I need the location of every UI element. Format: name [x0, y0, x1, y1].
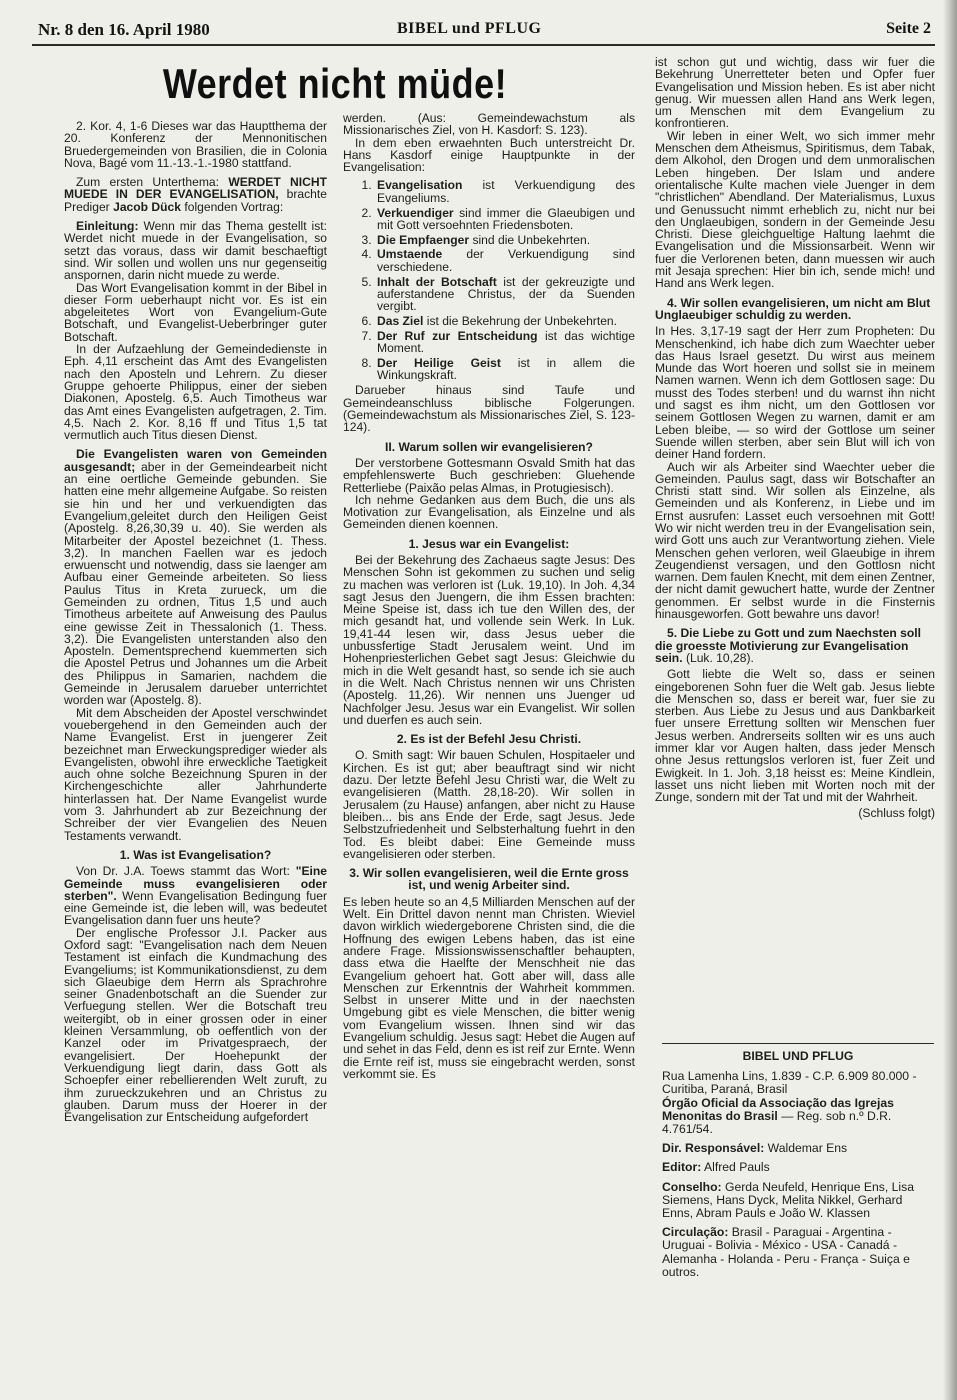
paragraph: Bei der Bekehrung des Zachaeus sagte Jesus: Des Menschen Sohn ist gekommen zu suchen und selig zu machen was verloren ist (Luk. 19,10). In Joh. 4,34 sagt Jesus den Juengern, die ihm Essen brachten: Meine Speise ist, dass ich tue den Willen des, der mich gesandt hat, und vollende sein Werk. In Luk. 19,41-44 lesen wir, dass Jesus ueber die unbussfertige Stadt Jerusalem weint. Und im Hohenpriesterlichen Gebet sagt Jesus: Gleichwie du mich in die Welt gesandt hast, so sende ich sie auch in die Welt. Nach Christus nennen wir uns Christen (Apostelg. 11,26). Wir nennen uns Juenger ud Nachfolger Jesu. Jesus war ein Evangelist. Wir sollen und duerfen es auch sein. — [343, 553, 635, 727]
paragraph: Auch wir als Arbeiter sind Waechter ueber die Gemeinden. Paulus sagt, dass wir Botschafter an Christi statt sind. Wir sollen als Einzelne, als Gemeinden und als Konferenz, in Liebe und im Ernst ausrufen: Lasset euch versoehnen mit Gott! Wo wir nicht werden treu in der Evangelisation sein, wird Gott uns auch zur Verantwortung ziehen. Viele Menschen gehen verloren, weil Glaeubige in ihrem Zeugendienst versagen, und den Gottlosn nicht warnen. Dem faulen Knecht, mit dem einen Zentner, der nicht damit gewuchert hatte, wurde der Zentner genommen. Er selbst wurde in die Finsternis hinausgeworfen. Gott bewahre uns davor! — [655, 459, 935, 622]
paragraph: Der verstorbene Gottesmann Osvald Smith hat das empfehlenswerte Buch geschrieben: Gluehende Retterliebe (Paixão pelas Almas, in Protugiesisch). — [343, 455, 635, 495]
list-item: 7. Der Ruf zur Entscheidung ist das wichtige Moment. — [375, 330, 635, 355]
masthead-director: Dir. Responsável: Waldemar Ens — [662, 1141, 848, 1156]
section-heading: 5. Die Liebe zu Gott und zum Naechsten soll die groesste Motivierung zur Evangelisation sein. (Luk. 10,28). — [655, 626, 922, 665]
article-column-2 — [343, 112, 635, 1080]
key-points-list — [343, 179, 635, 381]
paragraph: In dem eben erwaehnten Buch unterstreicht Dr. Hans Kasdorf einige Hauptpunkte in der Evangelisation: — [343, 135, 635, 175]
paragraph: In Hes. 3,17-19 sagt der Herr zum Propheten: Du Menschenkind, ich habe dich zum Waechter ueber das Haus Israel gesetzt. Du wirst aus meinem Munde das Wort hoeren und sollst sie in meinem Namen warnen. Wenn ich dem Gottlosen sage: Du musst des Todes sterben! und du warnst ihn nicht und sagst es ihm nicht, um den Gottlosen vor seinem Gottlosen Wegen zu warnen, damit er am Leben bleibe, — so wird der Gottlose um seiner Suende willen sterben, aber sein Blut will ich von deiner Hand fordern. — [655, 324, 935, 462]
paragraph: Einleitung: Wenn mir das Thema gestellt ist: Werdet nicht muede in der Evangelisation, so setzt das voraus, dass wir damit beschaeftigt sind. Wir sollen und wollen uns nur gegenseitig anspornen, darin nicht muede zu werde. — [64, 219, 327, 283]
continuation-note: (Schluss folgt) — [858, 805, 935, 820]
paragraph: Von Dr. J.A. Toews stammt das Wort: "Eine Gemeinde muss evangelisieren oder sterben". Wenn Evangelisation Bedingung fuer eine Gemeinde ist, die leben will, was bedeutet Evangelisation dann fuer uns heute? — [64, 864, 327, 928]
paragraph: Der englische Professor J.I. Packer aus Oxford sagt: "Evangelisation nach dem Neuen Testament ist einfach die Kundmachung des Evangeliums; ist Kommunikationsdienst, zu dem sich Glaeubige dem Herrn als Sprachrohre seiner Gnadenbotschaft an die Suender zur Verfuegung stellen. Wer die Botschaft treu weitergibt, ob in einer grossen oder in einer kleinen Versammlung, ob oeffentlich von der Kanzel oder im Privatgespraech, der evangelisiert. Der Hoehepunkt der Verkuendigung liegt darin, dass Gott als Schoepfer einer rebellierenden Welt zuruft, zu ihm zurueckzukehren und an Christus zu glauben. Darum muss der Hoerer in der Evangelisation zur Entscheidung aufgefordert — [64, 925, 327, 1125]
list-item: 4. Umstaende der Verkuendigung sind verschiedene. — [375, 248, 635, 273]
section-heading: 3. Wir sollen evangelisieren, weil die Ernte gross ist, und wenig Arbeiter sind. — [349, 866, 629, 893]
masthead-editor: Editor: Alfred Pauls — [662, 1160, 770, 1175]
list-item: 5. Inhalt der Botschaft ist der gekreuzigte und auferstandene Christus, der da Suenden vergibt. — [375, 276, 635, 313]
paragraph: Das Wort Evangelisation kommt in der Bibel in dieser Form ueberhaupt nicht vor. Es ist ein abgeleitetes Wort von Evangelium-Gute Botschaft, und Evangelist-Ueberbringer guter Botschaft. — [64, 280, 327, 344]
list-item: 3. Die Empfaenger sind die Unbekehrten. — [375, 234, 635, 246]
section-heading: 1. Was ist Evangelisation? — [119, 847, 272, 862]
article-headline: Werdet nicht müde! — [162, 60, 508, 108]
header-rule — [32, 44, 935, 46]
masthead-circulation: Circulação: Brasil - Paraguai - Argentina - Uruguai - Bolivia - México - USA - Canadá - Alemanha - Holanda - Peru - França - Suiça e outros. — [662, 1225, 910, 1279]
paragraph: O. Smith sagt: Wir bauen Schulen, Hospitaeler und Kirchen. Es ist gut; aber beauftragt sind wir nicht dazu. Der letzte Befehl Jesu Christi war, die Welt zu evangelisieren (Matth. 28,18-20). Wir sollen in Jerusalem (zu Hause) anfangen, aber nicht zu Hause bleiben... bis ans Ende der Erde, sagt Jesus. Jede Selbstzufriedenheit und Selbsterhaltung fuehrt in den Tod. Es bleibt dabei: Eine Gemeinde muss evangelisieren oder sterben. — [343, 748, 635, 861]
section-heading: II. Warum sollen wir evangelisieren? — [385, 439, 593, 454]
section-heading: 1. Jesus war ein Evangelist: — [408, 536, 570, 551]
list-item: 8. Der Heilige Geist ist in allem die Winkungskraft. — [375, 357, 635, 382]
paragraph: Wir leben in einer Welt, wo sich immer mehr Menschen dem Atheismus, Spiritismus, dem Tabak, dem Alkohol, den Drogen und dem unmoralischen Leben hingeben. Der Islam und andere orientalische Kulte machen viele Juenger in dem "christlichen" Abendland. Der Materialismus, Luxus und Genussucht nimmt erheblich zu, nicht nur bei den Unglaeubigen, sondern in der Gemeinde Jesu Christi. Diese gleichgueltige Haltung laehmt die Evangelisation und die Missionsarbeit. Wenn wir fuer die Verlorenen beten, dann muessen wir auch mit Jesaja sprechen: Hier bin ich, sende mich! und Hand ans Werk legen. — [655, 128, 935, 291]
masthead-title: BIBEL UND PFLUG — [742, 1049, 854, 1063]
paragraph: Zum ersten Unterthema: WERDET NICHT MUEDE IN DER EVANGELISATION, brachte Prediger Jacob Dück folgenden Vortrag: — [64, 175, 327, 214]
paragraph: Darueber hinaus sind Taufe und Gemeindeanschluss biblische Folgerungen. (Gemeindewachstum als Missionarisches Ziel, S. 123-124). — [343, 383, 635, 435]
paragraph: werden. (Aus: Gemeindewachstum als Missionarisches Ziel, von H. Kasdorf: S. 123). — [343, 111, 635, 138]
page-header — [0, 0, 957, 48]
list-item: 6. Das Ziel ist die Bekehrung der Unbekehrten. — [375, 315, 635, 327]
article-column-3 — [655, 56, 935, 819]
masthead-council: Conselho: Gerda Neufeld, Henrique Ens, Lisa Siemens, Hans Dyck, Melita Nikkel, Gerhard Enns, Abram Pauls e João W. Klassen — [662, 1179, 914, 1221]
masthead-box — [662, 1043, 934, 1335]
paragraph: Die Evangelisten waren von Gemeinden ausgesandt; aber in der Gemeindearbeit nicht an eine oertliche Gemeinde gebunden. Sie hatten eine mehr allgemeine Aufgabe. So reisten sie hin und her und verkuendigten das Evangelium,geleitet durch den Heiligen Geist (Apostelg. 8,26,30,39 u. 40). Sie werden als Mitarbeiter der Apostel bezeichnet (1. Thess. 3,2). In manchen Faellen war es jedoch erwuenscht und notwendig, dass sie laenger am Aufbau einer Gemeinde arbeiteten. So liess Paulus Titus in Kreta zurueck, um die Gemeinden zu ordnen, Titus 1,5 und auch Timotheus arbeitete auf Anweisung des Paulus eine gewisse Zeit in Thessalonich (1. Thess. 3,2). Die Evangelisten unterstanden also den Aposteln. Dementsprechend kuemmerten sich die Apostel Petrus und Johannes um die Arbeit des Philippus in Samarien, nachdem die Gemeinde in Jerusalem darueber unterrichtet worden war (Apostelg. 8). — [64, 447, 327, 708]
box-rule — [662, 1043, 934, 1044]
paragraph: Gott liebte die Welt so, dass er seinen eingeborenen Sohn fuer die Welt gab. Jesus liebte die Menschen so, dass er bereit war, fuer sie zu sterben. Aus Liebe zu Jesus und aus Dankbarkeit fuer unsere Errettung sollten wir Menschen fuer Jesus werben. Andrerseits sollten wir es uns auch immer klar vor Augen halten, dass jeder Mensch ohne Jesus rettungslos verloren ist, fuer Zeit und Ewigkeit. In 1. Joh. 3,18 heisst es: Meine Kindlein, lasset uns nicht lieben mit Worten noch mit der Zunge, sondern mit der Tat und mit der Wahrheit. — [655, 667, 935, 805]
article-column-1 — [64, 120, 327, 1123]
paragraph: ist schon gut und wichtig, dass wir fuer die Bekehrung Unerretteter beten und Opfer fuer Evangelisation und Mission heben. Es ist aber nicht genug. Wir muessen allen Hand ans Werk legen, um Menschen mit dem Evangelium zu konfrontieren. — [655, 55, 935, 131]
publication-name: BIBEL und PFLUG — [397, 20, 542, 37]
paragraph: 2. Kor. 4, 1-6 Dieses war das Hauptthema der 20. Konferenz der Mennonitischen Bruedergemeinden von Brasilien, die in Colonia Nova, Bagé vom 11.-13.-1.-1980 stattfand. — [64, 119, 327, 170]
page-number: Seite 2 — [886, 20, 931, 37]
paragraph: Mit dem Abscheiden der Apostel verschwindet vouebergehend in den Gemeinden auch der Name Evangelist. Erst in juengerer Zeit bezeichnet man Erweckungsprediger wieder als Evangelisten, obwohl ihre erweckliche Taetigkeit auch ohne solche Bezeichnung Spuren in der Kirchengeschichte aller Jahrhunderte hinterlassen hat. Der Name Evangelist wurde vom 3. Jahrhundert ab zur Bezeichnung der Schreiber der vier Evangelien des Neuen Testaments verwandt. — [64, 705, 327, 843]
scan-shadow-edge — [943, 0, 957, 1400]
paragraph: Ich nehme Gedanken aus dem Buch, die uns als Motivation zur Evangelisation, als Einzelne und als Gemeinden dienen koennen. — [343, 492, 635, 532]
list-item: 2. Verkuendiger sind immer die Glaeubigen und mit Gott versoehnten Friedensboten. — [375, 207, 635, 232]
list-item: 1. Evangelisation ist Verkuendigung des Evangeliums. — [375, 179, 635, 204]
masthead-address: Rua Lamenha Lins, 1.839 - C.P. 6.909 80.000 - Curitiba, Paraná, Brasil Órgão Oficial da Associação das Igrejas Menonitas do Brasil — Reg. sob n.º D.R. 4.761/54. — [662, 1069, 917, 1137]
issue-date: Nr. 8 den 16. April 1980 — [38, 20, 210, 39]
paragraph: Es leben heute so an 4,5 Milliarden Menschen auf der Welt. Ein Drittel davon nennt man Christen. Wieviel davon wirklich wiedergeborene Christen sind, die die Hoffnung des ewigen Lebens haben, das ist eine andere Frage. Missionswissenschaftler behaupten, dass etwa die Haelfte der Menschheit nie das Evangelium gehoert hat. Gott aber will, dass alle Menschen zur Erkenntnis der Wahrheit kommmen. Selbst in unserer Mitte und in der naechsten Umgebung gibt es viele Menschen, die bitter wenig vom Evangelium wissen. Ihnen sind wir das Evangelium schuldig. Jesus sagt: Hebet die Augen auf und sehet in das Feld, denn es ist reif zur Ernte. Wenn die Ernte reif ist, muss sie eingebracht werden, sonst verkommt sie. Es — [343, 894, 635, 1081]
section-heading: 2. Es ist der Befehl Jesu Christi. — [396, 732, 582, 747]
paragraph: In der Aufzaehlung der Gemeindedienste in Eph. 4,11 erscheint das Amt des Evangelisten nach den Aposteln und Lehrern. Zu dieser Gruppe gehoerte Philippus, einer der sieben Diakonen, Apostelg. 6,5. Auch Timotheus war das Amt eines Evangelisten aufgetragen, 2. Tim. 4,5. Nach 2. Kor. 8,16 ff und Titus 1,5 tat vermutlich auch Titus diesen Dienst. — [64, 342, 327, 443]
section-heading: 4. Wir sollen evangelisieren, um nicht am Blut Unglaeubiger schuldig zu werden. — [655, 295, 931, 322]
